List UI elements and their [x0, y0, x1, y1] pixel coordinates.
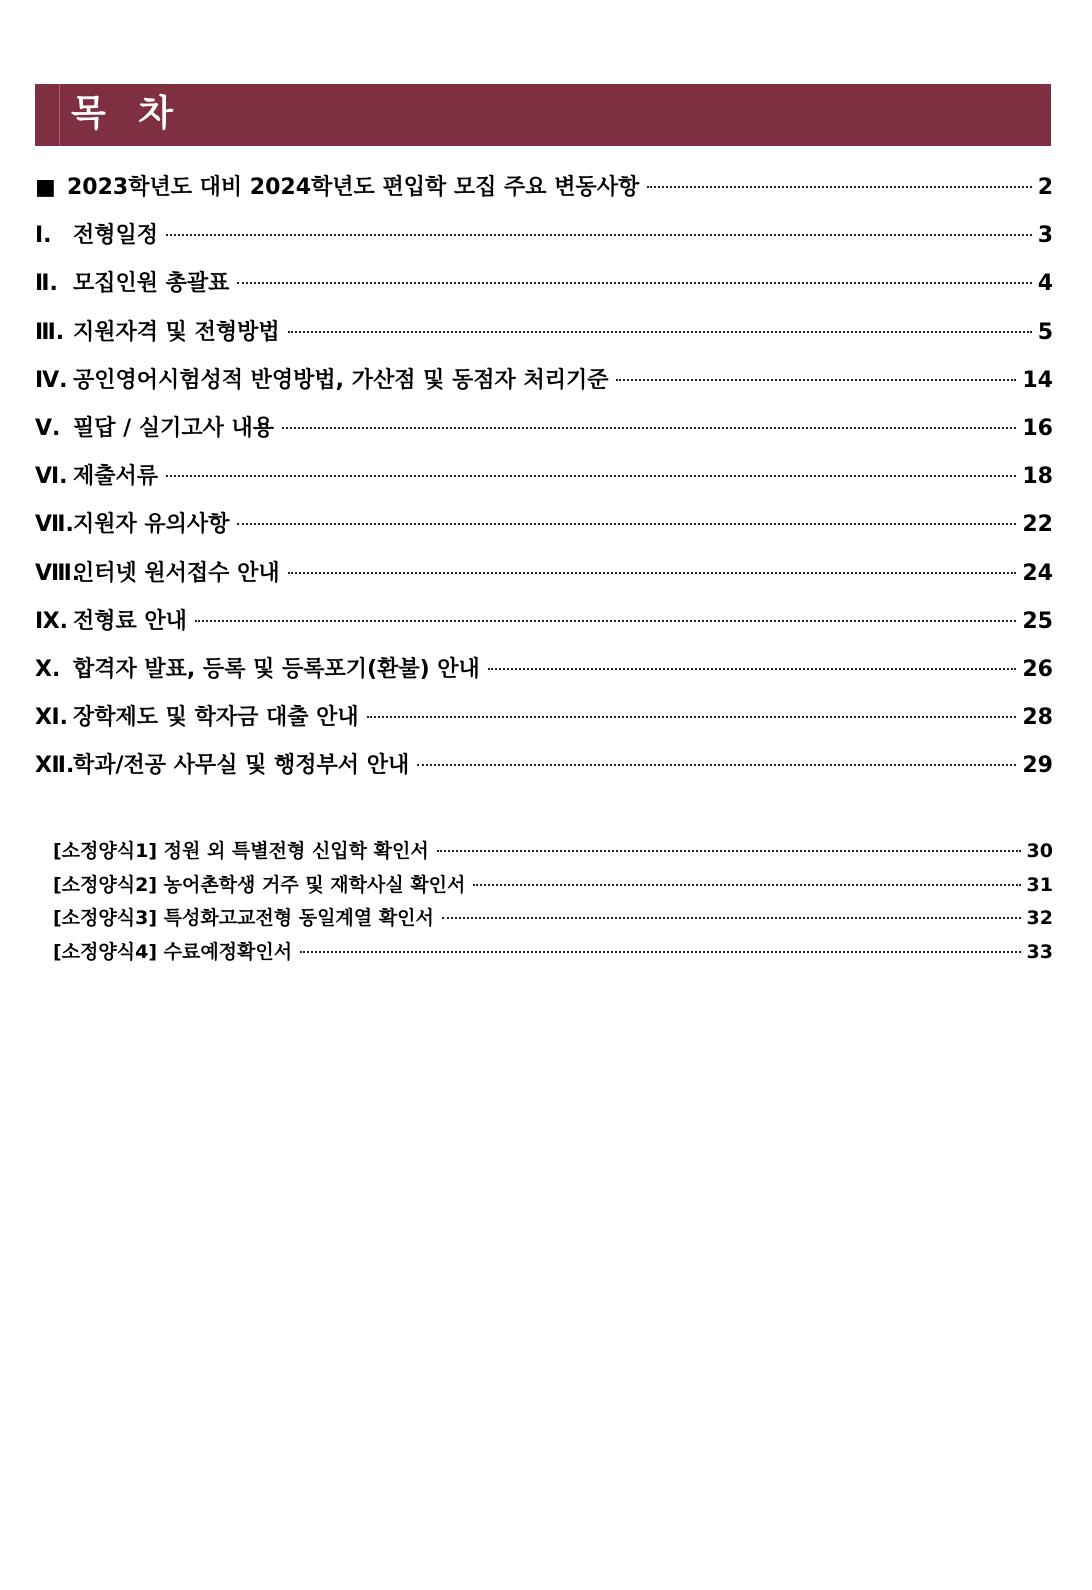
- toc-entry-page: 18: [1022, 464, 1053, 490]
- toc-entry-11[interactable]: [35, 700, 1053, 748]
- toc-entry-7[interactable]: [35, 507, 1053, 555]
- dot-leader: [288, 331, 1032, 333]
- toc-entry-page: 25: [1022, 608, 1053, 634]
- toc-entry-page: 3: [1037, 223, 1053, 249]
- dot-leader: [616, 379, 1016, 381]
- toc-entry-2[interactable]: [35, 266, 1053, 314]
- toc-entry-page: 22: [1022, 512, 1053, 538]
- form-entry-label: [소정양식3] 특성화고교전형 동일계열 확인서: [53, 907, 434, 929]
- toc-entry-page: 14: [1022, 367, 1053, 393]
- toc-entry-3[interactable]: [35, 315, 1053, 363]
- toc-entry-number: Ⅰ.: [35, 223, 52, 249]
- dot-leader: [288, 572, 1017, 574]
- toc-entry-9[interactable]: [35, 604, 1053, 652]
- toc-entry-label: 모집인원 총괄표: [73, 271, 230, 297]
- dot-leader: [237, 282, 1031, 284]
- toc-entry-10[interactable]: [35, 652, 1053, 700]
- toc-entry-number: Ⅵ.: [35, 464, 68, 490]
- toc-entry-6[interactable]: [35, 459, 1053, 507]
- title-accent-line: [59, 84, 60, 146]
- toc-entry-page: 24: [1022, 560, 1053, 586]
- toc-entry-4[interactable]: [35, 363, 1053, 411]
- toc-entry-page: 29: [1022, 753, 1053, 779]
- toc-entry-number: Ⅳ.: [35, 367, 68, 393]
- form-entry-4[interactable]: [53, 937, 1053, 971]
- toc-entry-label: 장학제도 및 학자금 대출 안내: [73, 705, 359, 731]
- dot-leader: [300, 951, 1020, 953]
- toc-entry-number: Ⅻ.: [35, 753, 75, 779]
- toc-entry-label: 2023학년도 대비 2024학년도 편입학 모집 주요 변동사항: [67, 175, 640, 200]
- toc-entry-number: Ⅶ.: [35, 512, 74, 538]
- dot-leader: [488, 668, 1017, 670]
- toc-entry-number: Ⅹ.: [35, 656, 61, 682]
- toc-entry-1[interactable]: [35, 218, 1053, 266]
- form-entry-label: [소정양식1] 정원 외 특별전형 신입학 확인서: [53, 840, 429, 862]
- toc-entry-label: 인터넷 원서접수 안내: [73, 560, 280, 586]
- toc-entry-label: 지원자격 및 전형방법: [73, 319, 280, 345]
- toc-entry-label: 합격자 발표, 등록 및 등록포기(환불) 안내: [73, 656, 480, 682]
- form-entry-page: 31: [1026, 873, 1053, 896]
- toc-entry-number: Ⅷ.: [35, 560, 81, 586]
- toc-entry-label: 전형일정: [73, 223, 159, 249]
- form-entry-page: 30: [1026, 840, 1053, 862]
- toc-entry-label: 필답 / 실기고사 내용: [73, 415, 275, 441]
- form-entry-3[interactable]: [53, 903, 1053, 937]
- toc-entry-page: 28: [1022, 705, 1053, 731]
- dot-leader: [195, 620, 1016, 622]
- toc-entry-number: Ⅴ.: [35, 415, 61, 441]
- form-entry-page: 32: [1026, 907, 1053, 929]
- dot-leader: [647, 186, 1031, 188]
- form-entry-1[interactable]: [53, 836, 1053, 870]
- form-entry-page: 33: [1026, 940, 1053, 963]
- appendix-forms-list: [53, 836, 1053, 970]
- dot-leader: [237, 523, 1016, 525]
- toc-entry-label: 공인영어시험성적 반영방법, 가산점 및 동점자 처리기준: [73, 367, 609, 393]
- toc-entry-8[interactable]: [35, 556, 1053, 604]
- form-entry-2[interactable]: [53, 870, 1053, 904]
- toc-entry-12[interactable]: [35, 748, 1053, 796]
- toc-entry-number: Ⅸ.: [35, 608, 69, 634]
- dot-leader: [166, 234, 1032, 236]
- toc-entry-page: 26: [1022, 656, 1053, 682]
- dot-leader: [282, 427, 1016, 429]
- toc-entry-label: 학과/전공 사무실 및 행정부서 안내: [73, 753, 410, 779]
- dot-leader: [367, 716, 1017, 718]
- bullet-square-icon: ■: [35, 175, 56, 200]
- title-bar: [35, 84, 1051, 146]
- toc-entry-number: Ⅺ.: [35, 705, 68, 731]
- table-of-contents: [35, 170, 1053, 796]
- toc-entry-label: 전형료 안내: [73, 608, 187, 634]
- toc-entry-label: 지원자 유의사항: [73, 512, 230, 538]
- toc-entry-number: Ⅱ.: [35, 271, 58, 297]
- form-entry-label: [소정양식4] 수료예정확인서: [53, 940, 293, 963]
- dot-leader: [437, 850, 1021, 852]
- toc-entry-page: 2: [1037, 175, 1053, 200]
- dot-leader: [166, 475, 1016, 477]
- toc-entry-5[interactable]: [35, 411, 1053, 459]
- toc-entry-page: 5: [1037, 319, 1053, 345]
- toc-entry-page: 4: [1037, 271, 1053, 297]
- toc-entry-label: 제출서류: [73, 464, 159, 490]
- toc-entry-changes[interactable]: [35, 170, 1053, 218]
- dot-leader: [442, 917, 1021, 919]
- toc-entry-page: 16: [1022, 415, 1053, 441]
- form-entry-label: [소정양식2] 농어촌학생 거주 및 재학사실 확인서: [53, 873, 466, 896]
- dot-leader: [417, 764, 1016, 766]
- toc-entry-number: Ⅲ.: [35, 319, 65, 345]
- page-title: 목 차: [71, 93, 184, 134]
- dot-leader: [473, 884, 1020, 886]
